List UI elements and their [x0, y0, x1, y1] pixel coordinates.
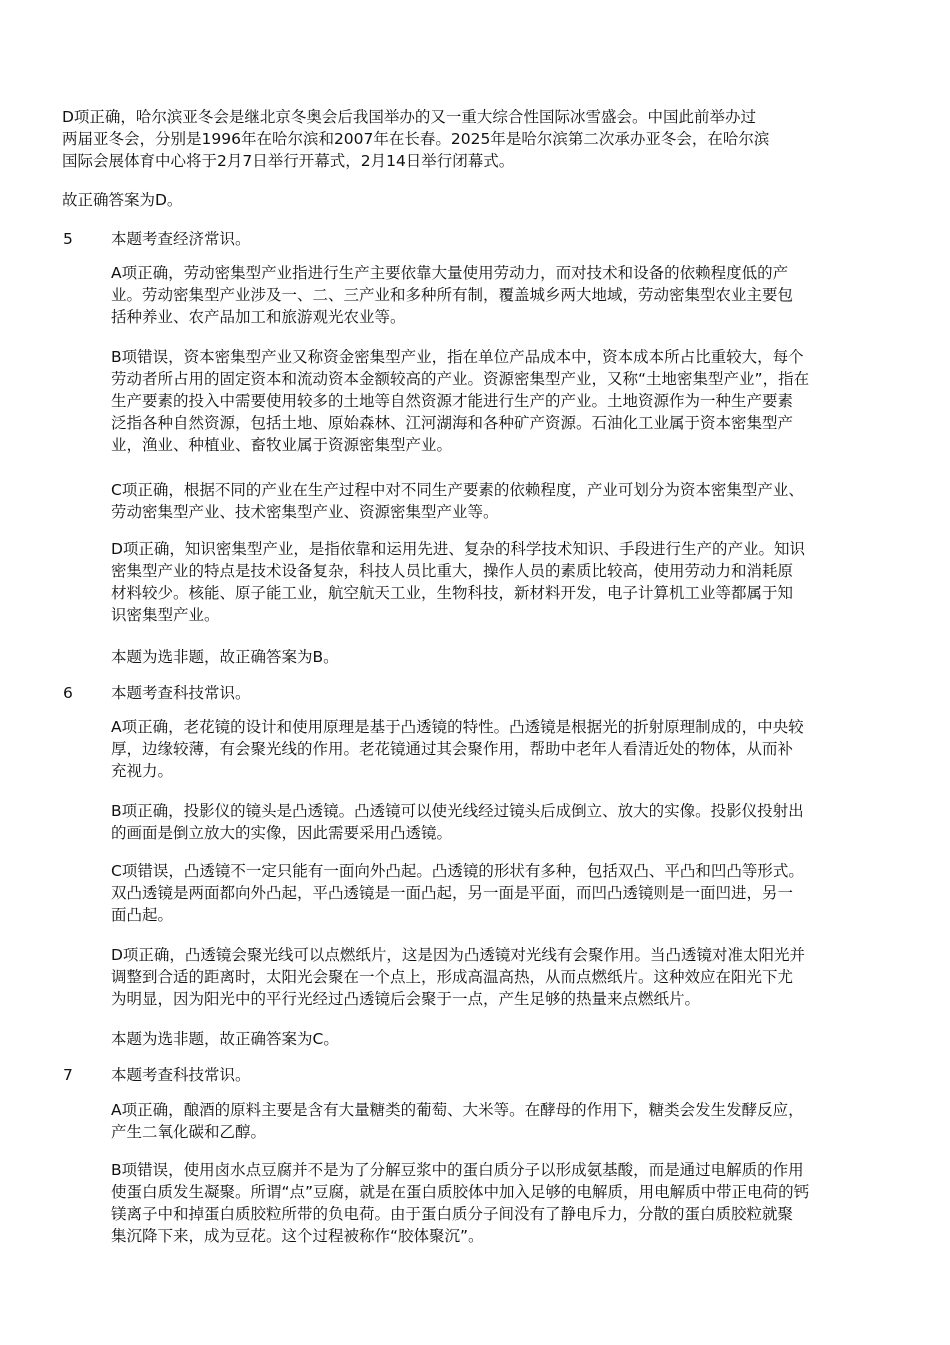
text-line: B项错误，资本密集型产业又称资金密集型产业，指在单位产品成本中，资本成本所占比重较大，每个	[111, 348, 804, 366]
q6-option-a-paragraph	[111, 716, 871, 782]
question-title-7: 本题考查科技常识。	[111, 1066, 251, 1084]
question-number-7: 7	[63, 1066, 73, 1084]
q6-answer: 本题为选非题，故正确答案为C。	[111, 1030, 339, 1048]
text-line: C项错误，凸透镜不一定只能有一面向外凸起。凸透镜的形状有多种，包括双凸、平凸和凹凸等形式。	[111, 862, 804, 880]
text-line: 厚，边缘较薄，有会聚光线的作用。老花镜通过其会聚作用，帮助中老年人看清近处的物体，从而补	[111, 740, 794, 758]
text-line: 面凸起。	[111, 906, 174, 924]
text-line: 业。劳动密集型产业涉及一、二、三产业和多种所有制，覆盖城乡两大地域，劳动密集型农业主要包	[111, 286, 794, 304]
q5-answer: 本题为选非题，故正确答案为B。	[111, 648, 339, 666]
text-line: 充视力。	[111, 762, 174, 780]
text-line: 镁离子中和掉蛋白质胶粒所带的负电荷。由于蛋白质分子间没有了静电斥力，分散的蛋白质胶粒就聚	[111, 1205, 794, 1223]
text-line: 产生二氧化碳和乙醇。	[111, 1123, 267, 1141]
text-line: 的画面是倒立放大的实像，因此需要采用凸透镜。	[111, 824, 453, 842]
question-title-6: 本题考查科技常识。	[111, 684, 251, 702]
text-line: 劳动密集型产业、技术密集型产业、资源密集型产业等。	[111, 503, 499, 521]
intro-answer: 故正确答案为D。	[62, 191, 183, 209]
text-line: D项正确，知识密集型产业，是指依靠和运用先进、复杂的科学技术知识、手段进行生产的产业。知识	[111, 540, 805, 558]
q5-option-c-paragraph	[111, 479, 871, 523]
text-line: 业，渔业、种植业、畜牧业属于资源密集型产业。	[111, 436, 453, 454]
text-line: A项正确，酿酒的原料主要是含有大量糖类的葡萄、大米等。在酵母的作用下，糖类会发生发酵反应，	[111, 1101, 804, 1119]
question-number-5: 5	[63, 230, 73, 248]
text-line: 调整到合适的距离时，太阳光会聚在一个点上，形成高温高热，从而点燃纸片。这种效应在阳光下尤	[111, 968, 794, 986]
text-line: 括种养业、农产品加工和旅游观光农业等。	[111, 308, 406, 326]
text-line: A项正确，老花镜的设计和使用原理是基于凸透镜的特性。凸透镜是根据光的折射原理制成的，中央较	[111, 718, 804, 736]
text-line: B项正确，投影仪的镜头是凸透镜。凸透镜可以使光线经过镜头后成倒立、放大的实像。投影仪投射出	[111, 802, 804, 820]
text-line: 两届亚冬会，分别是1996年在哈尔滨和2007年在长春。2025年是哈尔滨第二次承办亚冬会，在哈尔滨	[62, 130, 770, 148]
q6-option-b-paragraph	[111, 800, 871, 844]
text-line: 为明显，因为阳光中的平行光经过凸透镜后会聚于一点，产生足够的热量来点燃纸片。	[111, 990, 701, 1008]
text-line: C项正确，根据不同的产业在生产过程中对不同生产要素的依赖程度，产业可划分为资本密集型产业、	[111, 481, 804, 499]
intro-d-paragraph	[62, 106, 822, 172]
text-line: 泛指各种自然资源，包括土地、原始森林、江河湖海和各种矿产资源。石油化工业属于资本密集型产	[111, 414, 794, 432]
q6-option-c-paragraph	[111, 860, 871, 926]
question-number-6: 6	[63, 684, 73, 702]
text-line: 密集型产业的特点是技术设备复杂，科技人员比重大，操作人员的素质比较高，使用劳动力和消耗原	[111, 562, 794, 580]
text-line: D项正确，哈尔滨亚冬会是继北京冬奥会后我国举办的又一重大综合性国际冰雪盛会。中国此前举办过	[62, 108, 756, 126]
text-line: 劳动者所占用的固定资本和流动资本金额较高的产业。资源密集型产业，又称“土地密集型产业”，指在	[111, 370, 810, 388]
text-line: 材料较少。核能、原子能工业，航空航天工业，生物科技，新材料开发，电子计算机工业等都属于知	[111, 584, 794, 602]
q7-option-b-paragraph	[111, 1159, 871, 1247]
text-line: 双凸透镜是两面都向外凸起，平凸透镜是一面凸起，另一面是平面，而凹凸透镜则是一面凹进，另一	[111, 884, 794, 902]
q7-option-a-paragraph	[111, 1099, 871, 1143]
q5-option-b-paragraph	[111, 346, 871, 456]
question-title-5: 本题考查经济常识。	[111, 230, 251, 248]
q5-option-d-paragraph	[111, 538, 871, 626]
text-line: 识密集型产业。	[111, 606, 220, 624]
text-line: 生产要素的投入中需要使用较多的土地等自然资源才能进行生产的产业。土地资源作为一种生产要素	[111, 392, 794, 410]
text-line: 国际会展体育中心将于2月7日举行开幕式，2月14日举行闭幕式。	[62, 152, 515, 170]
text-line: D项正确，凸透镜会聚光线可以点燃纸片，这是因为凸透镜对光线有会聚作用。当凸透镜对准太阳光并	[111, 946, 805, 964]
text-line: A项正确，劳动密集型产业指进行生产主要依靠大量使用劳动力，而对技术和设备的依赖程度低的产	[111, 264, 789, 282]
q6-option-d-paragraph	[111, 944, 871, 1010]
q5-option-a-paragraph	[111, 262, 871, 328]
text-line: B项错误，使用卤水点豆腐并不是为了分解豆浆中的蛋白质分子以形成氨基酸，而是通过电解质的作用	[111, 1161, 804, 1179]
text-line: 集沉降下来，成为豆花。这个过程被称作“胶体聚沉”。	[111, 1227, 484, 1245]
text-line: 使蛋白质发生凝聚。所谓“点”豆腐，就是在蛋白质胶体中加入足够的电解质，用电解质中带正电荷的钙	[111, 1183, 810, 1201]
